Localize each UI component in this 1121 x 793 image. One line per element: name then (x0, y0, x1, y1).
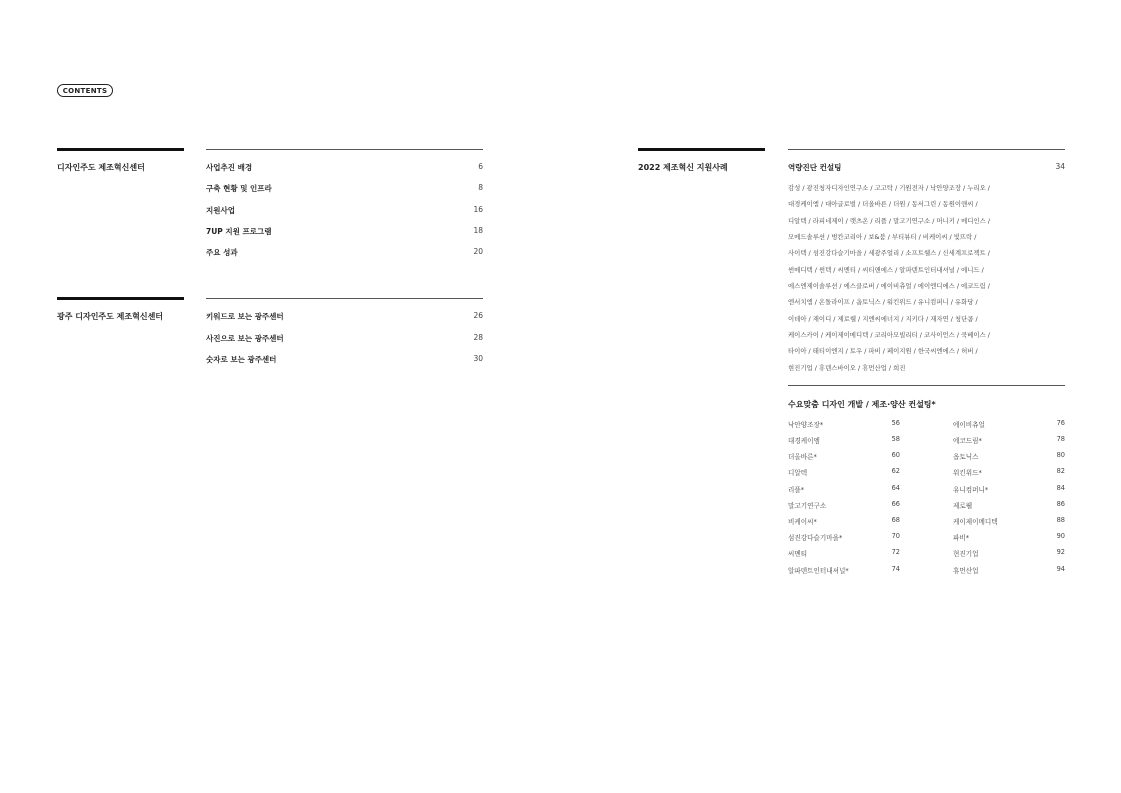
case-list-item[interactable] (788, 565, 900, 575)
case-name: 제로웰 (953, 502, 973, 510)
case-list-item[interactable] (788, 435, 900, 445)
consulting-companies-line: 감성 / 광진청자디자인연구소 / 고고탁 / 기원전자 / 낙안양조장 / 누리오 / (788, 184, 990, 192)
consulting-companies-line: 현진기업 / 휴덴스바이오 / 휴먼산업 / 희진 (788, 364, 906, 372)
case-name: 비케이씨* (788, 518, 817, 526)
toc-item[interactable] (206, 205, 483, 217)
toc-item-page: 26 (473, 311, 483, 320)
toc-item-page: 6 (478, 162, 483, 171)
toc-item-title: 지원사업 (206, 206, 235, 215)
case-list-item[interactable] (788, 419, 900, 429)
toc-item[interactable] (206, 333, 483, 345)
case-page: 66 (891, 500, 900, 508)
case-list-item[interactable] (953, 500, 1065, 510)
toc-item-title: 숫자로 보는 광주센터 (206, 355, 277, 364)
case-name: 워킨위드* (953, 469, 982, 477)
toc-item[interactable] (206, 183, 483, 195)
toc-item[interactable] (206, 226, 483, 238)
consulting-companies-line: 모메드솔루션 / 벙칸코리아 / 보&붐 / 부티뷰티 / 비케이씨 / 빛뜨락 / (788, 233, 977, 241)
case-name: 디알텍 (788, 469, 808, 477)
consulting-title: 역량진단 컨설팅 (788, 163, 842, 172)
consulting-companies-line: 타이아 / 태티이엔지 / 토우 / 파비 / 페이지원 / 한국씨엔에스 / 허버 / (788, 347, 978, 355)
section-divider-thin (206, 298, 483, 299)
case-page: 90 (1056, 532, 1065, 540)
case-list-item[interactable] (788, 516, 900, 526)
case-list-item[interactable] (788, 467, 900, 477)
toc-item-title: 사업추진 배경 (206, 163, 253, 172)
case-page: 74 (891, 565, 900, 573)
case-list-item[interactable] (953, 532, 1065, 542)
consulting-companies-line: 썬메디텍 / 썬텍 / 씨멘티 / 씨티앤에스 / 알파덴트인터내셔널 / 에니드 / (788, 266, 984, 274)
case-list-item[interactable] (953, 565, 1065, 575)
section-divider-thick (57, 148, 184, 151)
case-page: 68 (891, 516, 900, 524)
case-page: 80 (1056, 451, 1065, 459)
toc-item-page: 18 (473, 226, 483, 235)
consulting-companies-line: 사이텍 / 섬진강다슬기마을 / 세광주얼리 / 소프트웰스 / 신세계프로젝트 / (788, 249, 990, 257)
toc-item-page: 16 (473, 205, 483, 214)
contents-badge: CONTENTS (57, 84, 113, 97)
toc-item-page: 8 (478, 183, 483, 192)
case-name: 리플* (788, 486, 805, 494)
case-list-item[interactable] (953, 435, 1065, 445)
toc-item-title: 키워드로 보는 광주센터 (206, 312, 284, 321)
case-list-item[interactable] (953, 548, 1065, 558)
cases-section-title: 2022 제조혁신 지원사례 (638, 163, 728, 172)
case-name: 낙안양조장* (788, 421, 824, 429)
toc-item[interactable] (206, 311, 483, 323)
case-page: 58 (891, 435, 900, 443)
case-list-item[interactable] (788, 451, 900, 461)
case-name: 섬진강다슬기마을* (788, 534, 843, 542)
section-title: 광주 디자인주도 제조혁신센터 (57, 312, 164, 321)
toc-item-title: 구축 현황 및 인프라 (206, 184, 272, 193)
case-page: 62 (891, 467, 900, 475)
case-page: 76 (1056, 419, 1065, 427)
toc-item[interactable] (206, 247, 483, 259)
case-page: 88 (1056, 516, 1065, 524)
case-page: 78 (1056, 435, 1065, 443)
consulting-companies-line: 디알텍 / 라피네제이 / 랫츠온 / 리플 / 말고기연구소 / 머니키 / 메디인스 / (788, 217, 990, 225)
toc-item-title: 주요 성과 (206, 248, 238, 257)
case-page: 72 (891, 548, 900, 556)
case-name: 씨멘티 (788, 550, 808, 558)
case-list-item[interactable] (788, 484, 900, 494)
case-list-item[interactable] (953, 451, 1065, 461)
case-name: 파비* (953, 534, 970, 542)
section-divider-thick (57, 297, 184, 300)
case-list-item[interactable] (788, 500, 900, 510)
custom-divider (788, 385, 1065, 386)
consulting-companies-line: 이데아 / 재이디 / 제로웰 / 지엔씨에너지 / 지키다 / 재자연 / 청단콤 / (788, 315, 978, 323)
case-page: 94 (1056, 565, 1065, 573)
toc-item-title: 7UP 지원 프로그램 (206, 227, 272, 236)
case-list-item[interactable] (953, 516, 1065, 526)
cases-divider-thick (638, 148, 765, 151)
case-name: 에이비츄얼 (953, 421, 985, 429)
consulting-heading[interactable] (788, 162, 1065, 174)
section-title: 디자인주도 제조혁신센터 (57, 163, 145, 172)
consulting-companies-line: 에스엔제이솔루션 / 에스클로버 / 에이비츄얼 / 에이엔디에스 / 에코드림 / (788, 282, 990, 290)
case-name: 말고기연구소 (788, 502, 827, 510)
case-page: 86 (1056, 500, 1065, 508)
consulting-companies-line: 엔서치엠 / 온돌라이프 / 옵토닉스 / 워킨위드 / 유니컴퍼니 / 유화당 / (788, 298, 978, 306)
custom-section-title: 수요맞춤 디자인 개발 / 제조·양산 컨설팅* (788, 400, 936, 409)
case-name: 대경케이엠 (788, 437, 820, 445)
case-list-item[interactable] (788, 548, 900, 558)
toc-item[interactable] (206, 162, 483, 174)
case-page: 56 (891, 419, 900, 427)
consulting-companies-line: 케이스카이 / 케이제이메디텍 / 코리아모빌리티 / 코사이언스 / 쿡베이스 / (788, 331, 990, 339)
toc-item-page: 28 (473, 333, 483, 342)
case-list-item[interactable] (953, 467, 1065, 477)
consulting-page: 34 (1055, 162, 1065, 171)
toc-item-title: 사진으로 보는 광주센터 (206, 334, 284, 343)
case-page: 92 (1056, 548, 1065, 556)
toc-item-page: 20 (473, 247, 483, 256)
case-page: 70 (891, 532, 900, 540)
case-name: 케이제이메디텍 (953, 518, 998, 526)
toc-item[interactable] (206, 354, 483, 366)
case-page: 60 (891, 451, 900, 459)
case-name: 옵토닉스 (953, 453, 979, 461)
section-divider-thin (206, 149, 483, 150)
case-list-item[interactable] (788, 532, 900, 542)
case-name: 유니컴퍼니* (953, 486, 989, 494)
case-name: 알파덴트인터내셔널* (788, 567, 849, 575)
case-list-item[interactable] (953, 419, 1065, 429)
cases-divider-thin (788, 149, 1065, 150)
case-name: 휴먼산업 (953, 567, 979, 575)
case-list-item[interactable] (953, 484, 1065, 494)
case-page: 64 (891, 484, 900, 492)
case-name: 현진기업 (953, 550, 979, 558)
case-page: 82 (1056, 467, 1065, 475)
consulting-companies-line: 대경케이엠 / 대아글로벌 / 더올바른 / 더원 / 동서그린 / 동원이앤씨 / (788, 200, 978, 208)
case-name: 에코드림* (953, 437, 982, 445)
case-page: 84 (1056, 484, 1065, 492)
toc-item-page: 30 (473, 354, 483, 363)
case-name: 더올바른* (788, 453, 817, 461)
